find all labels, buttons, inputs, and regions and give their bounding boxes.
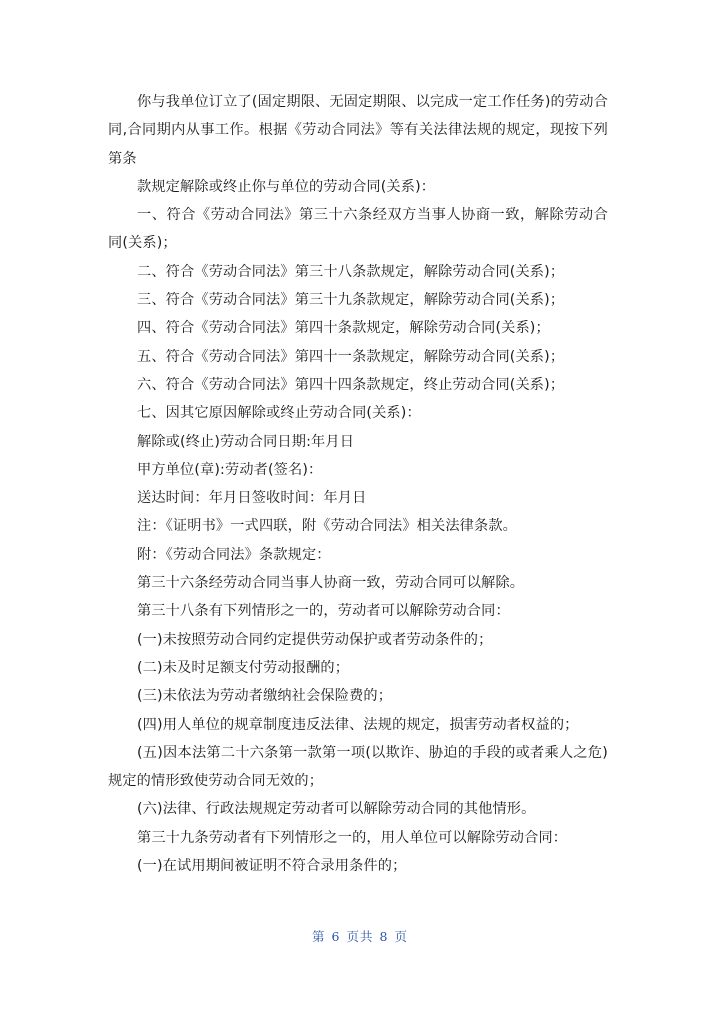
paragraph-item-2: 二、符合《劳动合同法》第三十八条款规定，解除劳动合同(关系)； bbox=[137, 263, 565, 280]
paragraph-delivery-time: 送达时间：年月日签收时间：年月日 bbox=[137, 490, 367, 507]
footer-label-di: 第 bbox=[312, 929, 326, 944]
paragraph-article-38-item-3: (三)未依法为劳动者缴纳社会保险费的； bbox=[137, 688, 393, 705]
paragraph-item-1: 一、符合《劳动合同法》第三十六条经双方当事人协商一致，解除劳动合同(关系)； bbox=[108, 207, 608, 252]
paragraph-article-39-item-1: (一)在试用期间被证明不符合录用条件的； bbox=[137, 858, 407, 875]
paragraph-article-38-item-5: (五)因本法第二十六条第一款第一项(以欺诈、胁迫的手段的或者乘人之危)规定的情形致使劳动合同无效的； bbox=[108, 744, 608, 790]
paragraph-article-36: 第三十六条经劳动合同当事人协商一致，劳动合同可以解除。 bbox=[137, 575, 525, 592]
paragraph-item-7: 七、因其它原因解除或终止劳动合同(关系)： bbox=[137, 405, 421, 422]
footer-page-number: 6 bbox=[331, 929, 341, 944]
paragraph-clause-intro: 款规定解除或终止你与单位的劳动合同(关系)： bbox=[137, 178, 436, 195]
paragraph-article-38-item-4: (四)用人单位的规章制度违反法律、法规的规定，损害劳动者权益的； bbox=[137, 716, 579, 733]
paragraph-article-38-item-1: (一)未按照劳动合同约定提供劳动保护或者劳动条件的； bbox=[137, 631, 493, 648]
paragraph-article-38-item-2: (二)未及时足额支付劳动报酬的； bbox=[137, 659, 350, 676]
page-footer bbox=[0, 927, 720, 945]
footer-label-ye-gong: 页共 bbox=[346, 929, 374, 944]
paragraph-intro: 你与我单位订立了(固定期限、无固定期限、以完成一定工作任务)的劳动合同,合同期内从事工作。根据《劳动合同法》等有关法律法规的规定，现按下列第条 bbox=[108, 94, 608, 167]
paragraph-item-6: 六、符合《劳动合同法》第四十四条款规定，终止劳动合同(关系)； bbox=[137, 376, 565, 393]
paragraph-appendix-title: 附：《劳动合同法》条款规定： bbox=[137, 546, 331, 563]
footer-total-pages: 8 bbox=[379, 929, 389, 944]
document-body bbox=[108, 88, 608, 880]
paragraph-item-4: 四、符合《劳动合同法》第四十条款规定，解除劳动合同(关系)； bbox=[137, 320, 550, 337]
paragraph-termination-date: 解除或(终止)劳动合同日期:年月日 bbox=[137, 433, 355, 450]
paragraph-note: 注：《证明书》一式四联，附《劳动合同法》相关法律条款。 bbox=[137, 518, 518, 535]
paragraph-item-3: 三、符合《劳动合同法》第三十九条款规定，解除劳动合同(关系)； bbox=[137, 292, 565, 309]
paragraph-article-38: 第三十八条有下列情形之一的，劳动者可以解除劳动合同： bbox=[137, 603, 510, 620]
footer-label-ye: 页 bbox=[394, 929, 408, 944]
paragraph-item-5: 五、符合《劳动合同法》第四十一条款规定，解除劳动合同(关系)； bbox=[137, 348, 565, 365]
paragraph-article-39: 第三十九条劳动者有下列情形之一的，用人单位可以解除劳动合同： bbox=[137, 829, 568, 846]
paragraph-article-38-item-6: (六)法律、行政法规规定劳动者可以解除劳动合同的其他情形。 bbox=[137, 801, 536, 818]
paragraph-signatures: 甲方单位(章):劳动者(签名)： bbox=[137, 461, 323, 478]
